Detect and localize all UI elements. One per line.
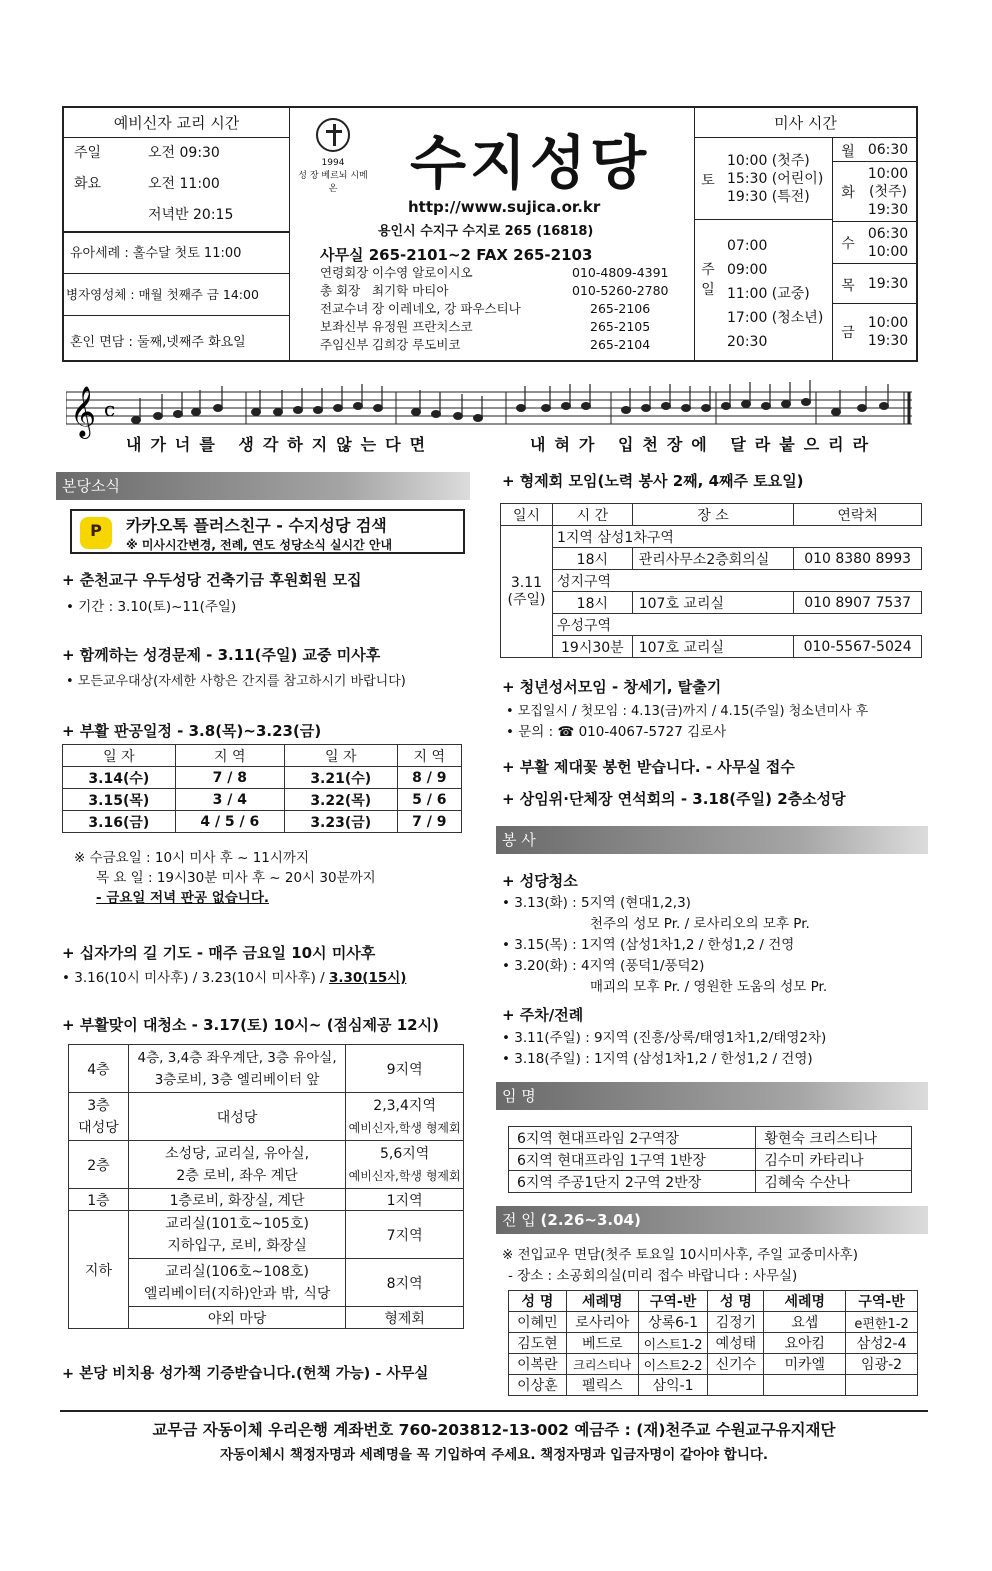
mass-time: 10:00 [867, 166, 909, 182]
phone-cell: 010 8380 8993 [794, 548, 922, 570]
table-header-cell: 일시 [501, 504, 553, 526]
music-note-icon [880, 403, 889, 410]
person-cell: 김혜숙 수산나 [756, 1171, 912, 1193]
group-cell: 성지구역 [552, 570, 921, 592]
floor-cell: 지하 [69, 1211, 129, 1329]
phone-cell: 010-5567-5024 [794, 636, 922, 658]
staff-row [320, 264, 690, 282]
table-row [509, 1312, 918, 1333]
music-note-icon [542, 405, 551, 412]
position-cell: 6지역 현대프라임 2구역장 [509, 1127, 756, 1149]
music-note-icon [802, 399, 811, 406]
music-note-icon [354, 403, 363, 410]
table-cell: 김도현 [509, 1333, 567, 1354]
place-line: 교리실(106호~108호) [165, 1263, 309, 1280]
music-note-icon [682, 405, 691, 412]
place-line: 3층로비, 3층 엘리베이터 앞 [154, 1071, 320, 1088]
table-header-cell: 구역-반 [638, 1291, 708, 1312]
church-info [290, 108, 694, 360]
staff-role: 주임신부 [320, 337, 369, 352]
news-bible-quiz: + 함께하는 성경문제 - 3.11(주일) 교중 미사후 [62, 646, 381, 664]
section-appointment: 임 명 [496, 1082, 928, 1110]
infant-baptism: 유아세례 : 홀수달 첫토 11:00 [64, 231, 289, 273]
weekday-row [833, 264, 917, 304]
table-cell: 베드로 [566, 1333, 638, 1354]
church-address: 용인시 수지구 수지로 265 (16818) [378, 224, 594, 239]
mass-time: 06:30 [867, 226, 909, 242]
table-row [69, 1093, 464, 1141]
place-line: 소성당, 교리실, 유아실, [165, 1145, 310, 1162]
staff-name: 김희강 루도비코 [372, 337, 461, 352]
move-in-title: 전 입 [502, 1211, 536, 1229]
table-header-cell: 세례명 [566, 1291, 638, 1312]
office-phone: 사무실 265-2101~2 FAX 265-2103 [320, 246, 593, 264]
table-header-cell: 장 소 [632, 504, 794, 526]
place-line: 2층 로비, 좌우 계단 [176, 1167, 298, 1184]
table-row [69, 1189, 464, 1211]
table-cell: 3 / 4 [175, 789, 284, 811]
mass-time: (첫주) [869, 184, 907, 200]
staff-row [320, 300, 690, 318]
catechism-time: 오전 11:00 [148, 176, 220, 192]
weekday-row [833, 138, 917, 162]
staff-role: 총 회장 [320, 283, 361, 298]
table-row [501, 592, 922, 614]
confession-note-2: 목 요 일 : 19시30분 미사 후 ~ 20시 30분까지 [96, 870, 376, 886]
sunday-times [727, 234, 823, 354]
table-row [501, 526, 922, 548]
table-header-cell: 일 자 [284, 745, 397, 767]
place-line: 엘리베이터(지하)안과 밖, 식당 [143, 1285, 331, 1302]
time-cell: 18시 [552, 592, 632, 614]
catechism-row [64, 169, 289, 200]
marriage-interview: 혼인 면담 : 둘째,넷째주 화요일 [64, 315, 289, 369]
service-line: 매괴의 모후 Pr. / 영원한 도움의 성모 Pr. [590, 979, 828, 995]
mass-time: 19:30 [867, 202, 909, 218]
kakao-title: 카카오톡 플러스친구 - 수지성당 검색 [126, 516, 387, 535]
section-parish-news: 본당소식 [56, 472, 470, 500]
table-row [501, 636, 922, 658]
time-cell: 19시30분 [552, 636, 632, 658]
table-cell: 삼성2-4 [846, 1333, 918, 1354]
position-cell: 6지역 주공1단지 2구역 2반장 [509, 1171, 756, 1193]
table-cell: 이스트1-2 [638, 1333, 708, 1354]
table-row [69, 1141, 464, 1189]
staff-role: 전교수녀 [320, 301, 369, 316]
youth-bible-body-2: • 문의 : ☎ 010-4067-5727 김로사 [506, 724, 727, 740]
mass-time: 07:00 [727, 238, 768, 254]
table-row [509, 1354, 918, 1375]
saturday-times [727, 152, 823, 206]
weekday-label: 목 [841, 278, 855, 294]
news-building-fund: + 춘천교구 우두성당 건축기금 후원회원 모집 [62, 571, 362, 589]
mass-time: 10:00 [867, 244, 909, 260]
mass-title: 미사 시간 [695, 108, 916, 138]
mass-time: 17:00 (청소년) [727, 310, 824, 326]
news-hymnbook: + 본당 비치용 성가책 기증받습니다.(헌책 가능) - 사무실 [62, 1366, 429, 1382]
phone-cell: 010 8907 7537 [794, 592, 922, 614]
places-cell: 1층로비, 화장실, 계단 [128, 1189, 345, 1211]
mass-time: 19:30 [867, 276, 909, 292]
music-note-icon [174, 411, 183, 418]
table-cell: 김정기 [708, 1312, 764, 1333]
music-notes [132, 380, 889, 424]
area-cell: 형제회 [346, 1307, 464, 1329]
music-note-icon [582, 403, 591, 410]
church-title: 수지성당 [410, 129, 651, 197]
staff-row [320, 282, 690, 300]
footer-divider [60, 1410, 928, 1412]
cleaning-table [68, 1044, 464, 1329]
time-cell: 18시 [552, 548, 632, 570]
sunday-mass [695, 220, 833, 360]
brotherhood-table [500, 503, 922, 658]
table-row [69, 1211, 464, 1259]
music-note-icon [702, 405, 711, 412]
music-note-icon [412, 409, 421, 416]
music-note-icon [132, 417, 141, 424]
table-row [501, 548, 922, 570]
places-cell [128, 1259, 345, 1307]
table-cell: 3.16(금) [63, 811, 176, 833]
mass-schedule [694, 108, 916, 360]
person-cell: 김수미 카타리나 [756, 1149, 912, 1171]
mass-time: 19:30 (특전) [727, 189, 810, 205]
staff-name: 최기학 마티아 [372, 283, 449, 298]
table-cell: 상록6-1 [638, 1312, 708, 1333]
table-row [63, 767, 462, 789]
floor-cell: 3층 대성당 [69, 1093, 129, 1141]
music-note-icon [762, 403, 771, 410]
news-youth-bible: + 청년성서모임 - 창세기, 탈출기 [502, 678, 722, 696]
staff-row [320, 318, 690, 336]
weekday-label: 금 [841, 325, 855, 341]
appointment-table [508, 1126, 912, 1193]
table-row [63, 811, 462, 833]
weekday-label: 수 [841, 236, 855, 252]
table-cell: 삼익-1 [638, 1375, 708, 1396]
table-cell: e편한1-2 [846, 1312, 918, 1333]
stations-date-highlight: 3.30(15시) [328, 970, 407, 986]
table-cell [846, 1375, 918, 1396]
table-row [509, 1375, 918, 1396]
table-row [501, 614, 922, 636]
youth-bible-body-1: • 모집일시 / 첫모임 : 4.13(금)까지 / 4.15(주일) 청소년미사 후 [506, 704, 869, 719]
date-cell: 3.11 (주일) [501, 526, 553, 658]
mass-time: 20:30 [727, 334, 768, 350]
table-row [69, 1259, 464, 1307]
table-cell: 로사리아 [566, 1312, 638, 1333]
saturday-label: 토 [701, 173, 715, 189]
service-cleaning: + 성당청소 [502, 872, 578, 890]
music-note-icon [432, 411, 441, 418]
footer-transfer-note: 자동이체시 책정자명과 세례명을 꼭 기입하여 주세요. 책정자명과 입금자명이 같아야 합니다. [219, 1447, 769, 1463]
music-note-icon [192, 409, 201, 416]
table-row [509, 1127, 912, 1149]
group-cell: 1지역 삼성1차구역 [552, 526, 921, 548]
person-cell: 황현숙 크리스티나 [756, 1127, 912, 1149]
table-cell: 이복란 [509, 1354, 567, 1375]
table-header [501, 504, 922, 526]
catechism-time: 저녁반 20:15 [148, 207, 234, 223]
music-note-icon [722, 403, 731, 410]
music-note-icon [742, 401, 751, 408]
stations-of-cross-body [62, 966, 406, 986]
news-bible-quiz-body: • 모든교우대상(자세한 사항은 간지를 참고하시기 바랍니다) [66, 674, 406, 689]
table-header-cell: 지 역 [175, 745, 284, 767]
music-note-icon [662, 403, 671, 410]
news-altar-flowers: + 부활 제대꽃 봉헌 받습니다. - 사무실 접수 [502, 758, 795, 776]
church-logo [298, 118, 368, 198]
music-note-icon [474, 415, 483, 422]
table-row [509, 1149, 912, 1171]
news-cleaning: + 부활맞이 대청소 - 3.17(토) 10시~ (점심제공 12시) [62, 1016, 439, 1034]
table-header [63, 745, 462, 767]
area-line: 2,3,4지역 [373, 1097, 436, 1114]
mass-time: 06:30 [867, 142, 909, 158]
service-line: • 3.13(화) : 5지역 (현대1,2,3) [502, 895, 691, 911]
music-note-icon [832, 409, 841, 416]
table-row [509, 1333, 918, 1354]
music-note-icon [517, 405, 526, 412]
area-cell: 8지역 [346, 1259, 464, 1307]
table-header-cell: 성 명 [509, 1291, 567, 1312]
news-stations-of-cross: + 십자가의 길 기도 - 매주 금요일 10시 미사후 [62, 944, 376, 962]
place-line: 교리실(101호~105호) [165, 1215, 309, 1232]
mass-time: 19:30 [867, 333, 909, 349]
section-service: 봉 사 [496, 826, 928, 854]
table-cell: 이상훈 [509, 1375, 567, 1396]
table-cell: 8 / 9 [397, 767, 461, 789]
staff-name: 장 이레네오, 강 파우스티나 [372, 301, 521, 316]
weekday-row [833, 162, 917, 222]
catechism-time: 오전 09:30 [148, 145, 220, 161]
place-cell: 107호 교리실 [632, 592, 794, 614]
staff-row [320, 336, 690, 354]
table-row [63, 789, 462, 811]
position-cell: 6지역 현대프라임 1구역 1반장 [509, 1149, 756, 1171]
music-note-icon [252, 409, 261, 416]
weekday-label: 월 [841, 144, 855, 160]
lyric-right: 내혀가 입천장에 달라붙으리라 [530, 435, 878, 454]
staff-role: 보좌신부 [320, 319, 369, 334]
mass-time: 09:00 [727, 262, 768, 278]
table-cell: 요아킴 [764, 1333, 846, 1354]
header-box [62, 106, 918, 362]
catechism-day: 화요 [74, 176, 102, 192]
staff-name: 유정원 프란치스코 [372, 319, 473, 334]
table-cell: 3.15(목) [63, 789, 176, 811]
kakao-subtitle: ※ 미사시간변경, 전례, 연도 성당소식 실시간 안내 [126, 538, 393, 552]
music-note-icon [274, 409, 283, 416]
catechism-day: 주일 [74, 145, 102, 161]
music-note-icon [294, 407, 303, 414]
table-cell: 3.14(수) [63, 767, 176, 789]
place-line: 4층, 3,4층 좌우계단, 3층 유아실, [137, 1049, 337, 1066]
table-row [501, 570, 922, 592]
table-header-cell: 지 역 [397, 745, 461, 767]
staff-phone: 265-2105 [590, 319, 651, 334]
table-cell: 3.23(금) [284, 811, 397, 833]
staff-name: 이수영 알로이시오 [372, 265, 473, 280]
catechism-day [64, 200, 134, 231]
music-note-icon [374, 405, 383, 412]
area-cell: 7지역 [346, 1211, 464, 1259]
service-line: • 3.11(주일) : 9지역 (진흥/상록/태영1차1,2/태영2차) [502, 1030, 827, 1046]
table-cell: 3.21(수) [284, 767, 397, 789]
table-cell: 5 / 6 [397, 789, 461, 811]
table-cell: 펠릭스 [566, 1375, 638, 1396]
move-in-note-1: ※ 전입교우 면담(첫주 토요일 10시미사후, 주일 교중미사후) [502, 1247, 858, 1263]
group-cell: 우성구역 [552, 614, 921, 636]
area-cell: 9지역 [346, 1045, 464, 1093]
staff-phone: 265-2106 [590, 301, 651, 316]
service-line: • 3.18(주일) : 1지역 (삼성1차1,2 / 한성1,2 / 건영) [502, 1051, 813, 1067]
section-move-in [496, 1206, 928, 1234]
staff-phone: 010-4809-4391 [572, 265, 669, 280]
table-cell: 미카엘 [764, 1354, 846, 1375]
table-cell: 3.22(목) [284, 789, 397, 811]
table-cell: 임광-2 [846, 1354, 918, 1375]
area-cell: 1지역 [346, 1189, 464, 1211]
staff-phone: 010-5260-2780 [572, 283, 669, 298]
music-note-icon [154, 413, 163, 420]
floor-cell: 4층 [69, 1045, 129, 1093]
table-header-cell: 세례명 [764, 1291, 846, 1312]
church-url[interactable]: http://www.sujica.or.kr [408, 198, 601, 216]
places-cell [128, 1211, 345, 1259]
table-row [509, 1171, 912, 1193]
service-parking: + 주차/전례 [502, 1006, 584, 1024]
service-line: • 3.20(화) : 4지역 (풍덕1/풍덕2) [502, 958, 705, 974]
move-in-period: (2.26~3.04) [540, 1211, 641, 1229]
mass-time: 10:00 [867, 315, 909, 331]
catechism-row [64, 200, 289, 231]
news-building-fund-body: • 기간 : 3.10(토)~11(주일) [66, 599, 237, 615]
mass-time: 15:30 (어린이) [727, 171, 824, 187]
places-cell: 야외 마당 [128, 1307, 345, 1329]
weekday-mass [833, 138, 917, 360]
confession-note-1: ※ 수금요일 : 10시 미사 후 ~ 11시까지 [74, 850, 310, 866]
table-header-cell: 일 자 [63, 745, 176, 767]
floor-cell: 2층 [69, 1141, 129, 1189]
music-note-icon [782, 401, 791, 408]
lyric-left: 내가너를 생각하지않는다면 [126, 435, 435, 454]
music-note-icon [642, 405, 651, 412]
logo-name: 성 장 베르뇌 시메온 [298, 171, 368, 194]
table-cell: 요셉 [764, 1312, 846, 1333]
table-header [509, 1291, 918, 1312]
news-confession: + 부활 판공일정 - 3.8(목)~3.23(금) [62, 722, 322, 740]
news-committee-meeting: + 상임위·단체장 연석회의 - 3.18(주일) 2층소성당 [502, 790, 846, 808]
staff-lines [66, 392, 912, 424]
news-brotherhood: + 형제회 모임(노력 봉사 2째, 4째주 토요일) [502, 472, 804, 490]
music-note-icon [454, 413, 463, 420]
table-header-cell: 구역-반 [846, 1291, 918, 1312]
catechism-title: 예비신자 교리 시간 [64, 108, 289, 138]
time-signature-icon: c [104, 397, 116, 421]
mass-time: 11:00 (교중) [727, 286, 810, 302]
treble-clef-icon: 𝄞 [70, 386, 97, 437]
staff-phone: 265-2104 [590, 337, 651, 352]
table-cell: 4 / 5 / 6 [175, 811, 284, 833]
stations-dates: • 3.16(10시 미사후) / 3.23(10시 미사후) / [62, 970, 329, 986]
move-in-note-2: - 장소 : 소공회의실(미리 접수 바랍니다 : 사무실) [508, 1268, 798, 1284]
cross-icon [316, 118, 350, 152]
place-cell: 107호 교리실 [632, 636, 794, 658]
table-cell: 크리스티나 [566, 1354, 638, 1375]
floor-cell: 1층 [69, 1189, 129, 1211]
catechism-row [64, 138, 289, 169]
area-line: 5,6지역 [379, 1145, 430, 1162]
music-note-icon [622, 407, 631, 414]
catechism-panel [64, 108, 290, 360]
table-cell: 7 / 9 [397, 811, 461, 833]
table-cell: 예성태 [708, 1333, 764, 1354]
table-header-cell: 연락처 [794, 504, 922, 526]
kakao-banner[interactable] [70, 509, 465, 554]
music-note-icon [334, 405, 343, 412]
staff-role: 연령회장 [320, 265, 369, 280]
confession-table [62, 744, 462, 833]
music-note-icon [562, 403, 571, 410]
kakao-plus-icon [80, 517, 112, 549]
sunday-label: 주 일 [701, 262, 715, 298]
move-in-table [508, 1290, 918, 1396]
places-cell: 대성당 [128, 1093, 345, 1141]
sick-communion: 병자영성체 : 매월 첫째주 금 14:00 [64, 273, 289, 315]
table-header-cell: 시 간 [552, 504, 632, 526]
footer-auto-transfer: 교무금 자동이체 우리은행 계좌번호 760-203812-13-002 예금주 : (재)천주교 수원교구유지재단 [152, 1421, 836, 1439]
weekend-mass [695, 138, 833, 360]
area-cell [346, 1141, 464, 1189]
service-line: 천주의 성모 Pr. / 로사리오의 모후 Pr. [590, 916, 810, 932]
table-cell [764, 1375, 846, 1396]
places-cell [128, 1141, 345, 1189]
mass-time: 10:00 (첫주) [727, 153, 810, 169]
area-line: 예비신자,학생 형제회 [348, 1120, 461, 1135]
music-note-icon [214, 405, 223, 412]
logo-year: 1994 [321, 158, 345, 168]
area-line: 예비신자,학생 형제회 [348, 1168, 461, 1183]
weekday-label: 화 [841, 185, 855, 201]
saturday-mass [695, 138, 833, 220]
music-note-icon [314, 407, 323, 414]
place-line: 지하입구, 로비, 화장실 [167, 1237, 307, 1254]
places-cell [128, 1045, 345, 1093]
weekday-row [833, 222, 917, 264]
table-cell: 이스트2-2 [638, 1354, 708, 1375]
table-row [69, 1045, 464, 1093]
table-cell: 이혜민 [509, 1312, 567, 1333]
confession-note-3: - 금요일 저녁 판공 없습니다. [96, 890, 269, 906]
place-cell: 관리사무소2층회의실 [632, 548, 794, 570]
staff-list [320, 264, 690, 354]
table-cell: 7 / 8 [175, 767, 284, 789]
weekday-row [833, 304, 917, 360]
service-line: • 3.15(목) : 1지역 (삼성1차1,2 / 한성1,2 / 건영 [502, 937, 795, 953]
table-header-cell: 성 명 [708, 1291, 764, 1312]
area-cell [346, 1093, 464, 1141]
music-note-icon [858, 405, 867, 412]
table-cell: 신기수 [708, 1354, 764, 1375]
table-row [69, 1307, 464, 1329]
table-cell [708, 1375, 764, 1396]
